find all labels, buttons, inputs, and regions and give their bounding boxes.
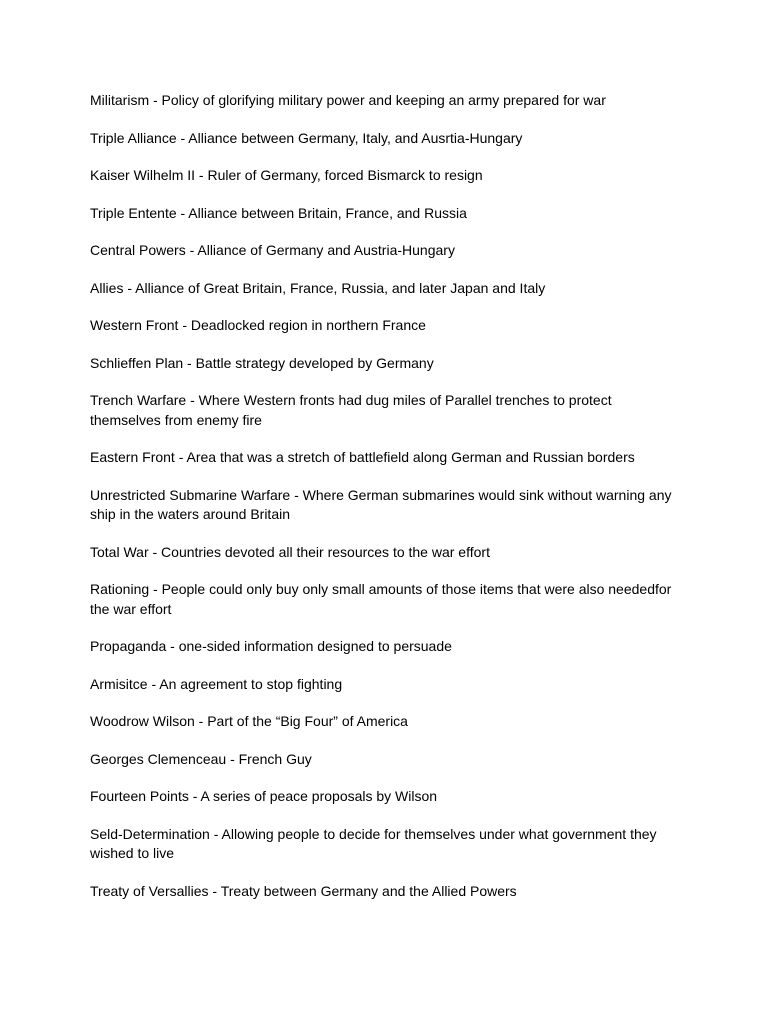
term-entry-allies: Allies - Alliance of Great Britain, France, Russia, and later Japan and Italy	[90, 279, 546, 296]
term-entry-triple-alliance: Triple Alliance - Alliance between Germany, Italy, and Ausrtia-Hungary	[90, 129, 523, 146]
term-entry-total-war: Total War - Countries devoted all their resources to the war effort	[90, 543, 490, 560]
term-entry-western-front: Western Front - Deadlocked region in northern France	[90, 317, 426, 333]
term-entry-woodrow-wilson: Woodrow Wilson - Part of the “Big Four” of America	[90, 713, 408, 729]
term-entry-armistice: Armisitce - An agreement to stop fighting	[90, 675, 343, 692]
term-entry-eastern-front: Eastern Front - Area that was a stretch of battlefield along German and Russian borders	[90, 449, 635, 465]
term-entry-treaty-of-versailles: Treaty of Versallies - Treaty between Germany and the Allied Powers	[90, 882, 517, 899]
term-entry-central-powers: Central Powers - Alliance of Germany and Austria-Hungary	[90, 242, 455, 258]
term-entry-trench-warfare: Trench Warfare - Where Western fronts had dug miles of Parallel trenches to protect themselves from enemy fire	[90, 392, 612, 428]
term-entry-georges-clemenceau: Georges Clemenceau - French Guy	[90, 750, 312, 767]
term-entry-schlieffen-plan: Schlieffen Plan - Battle strategy developed by Germany	[90, 354, 434, 371]
term-entry-unrestricted-submarine-warfare: Unrestricted Submarine Warfare - Where German submarines would sink without warning any ship in the waters around Britain	[90, 486, 672, 522]
term-entry-propaganda: Propaganda - one-sided information designed to persuade	[90, 638, 452, 654]
term-entry-self-determination: Seld-Determination - Allowing people to decide for themselves under what government they wished to live	[90, 825, 657, 861]
term-entry-militarism: Militarism - Policy of glorifying military power and keeping an army prepared for war	[90, 92, 606, 108]
term-entry-kaiser-wilhelm: Kaiser Wilhelm II - Ruler of Germany, forced Bismarck to resign	[90, 167, 483, 183]
term-entry-rationing: Rationing - People could only buy only small amounts of those items that were also neededfor the war effort	[90, 581, 672, 617]
document-page	[90, 91, 680, 919]
term-entry-fourteen-points: Fourteen Points - A series of peace proposals by Wilson	[90, 788, 438, 804]
term-entry-triple-entente: Triple Entente - Alliance between Britain, France, and Russia	[90, 204, 467, 221]
